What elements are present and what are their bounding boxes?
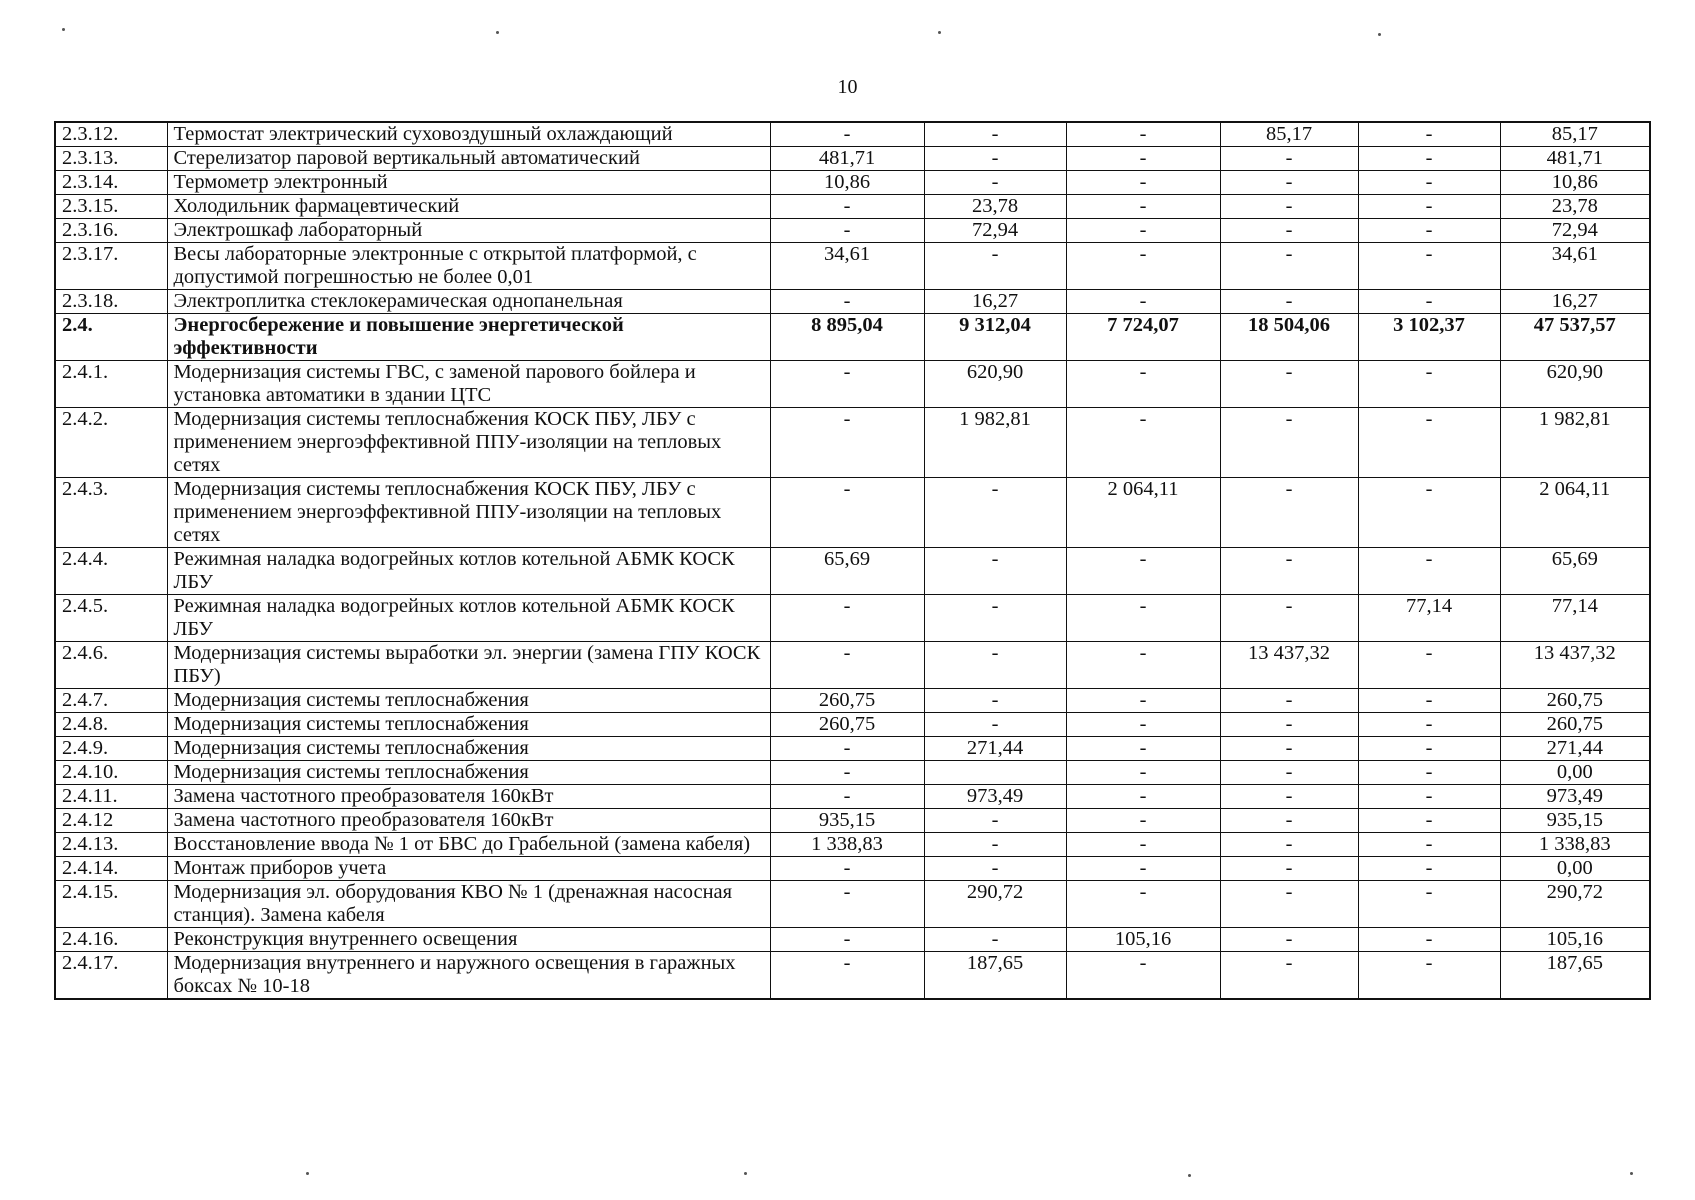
- cell-value-5: -: [1358, 361, 1500, 408]
- scan-dot: [306, 1172, 309, 1175]
- cell-value-4: 85,17: [1220, 122, 1358, 147]
- cell-value-1: -: [770, 122, 924, 147]
- cell-value-5: -: [1358, 952, 1500, 1000]
- cell-value-5: -: [1358, 689, 1500, 713]
- table-row: [55, 928, 1650, 952]
- cell-value-1: 10,86: [770, 171, 924, 195]
- cell-code: 2.4.8.: [55, 713, 167, 737]
- cell-code: 2.4.5.: [55, 595, 167, 642]
- cell-name: Термометр электронный: [167, 171, 770, 195]
- table-row: [55, 857, 1650, 881]
- cell-value-3: -: [1066, 147, 1220, 171]
- cell-value-3: 105,16: [1066, 928, 1220, 952]
- cell-total: 10,86: [1500, 171, 1650, 195]
- cell-total: 187,65: [1500, 952, 1650, 1000]
- cell-code: 2.3.13.: [55, 147, 167, 171]
- cell-value-1: -: [770, 881, 924, 928]
- scan-dot: [1188, 1174, 1191, 1177]
- cell-name: Режимная наладка водогрейных котлов котельной АБМК КОСК ЛБУ: [167, 595, 770, 642]
- scan-dot: [1378, 33, 1381, 36]
- cell-value-4: -: [1220, 952, 1358, 1000]
- cell-total: 65,69: [1500, 548, 1650, 595]
- cell-name: Электроплитка стеклокерамическая однопанельная: [167, 290, 770, 314]
- cell-value-5: -: [1358, 195, 1500, 219]
- cell-total: 72,94: [1500, 219, 1650, 243]
- cell-value-2: -: [924, 928, 1066, 952]
- budget-table: [54, 121, 1651, 1000]
- cell-total: 271,44: [1500, 737, 1650, 761]
- cell-value-1: -: [770, 761, 924, 785]
- cell-total: 260,75: [1500, 713, 1650, 737]
- cell-name: Модернизация системы теплоснабжения: [167, 737, 770, 761]
- table-row: [55, 219, 1650, 243]
- cell-name: Модернизация системы теплоснабжения: [167, 713, 770, 737]
- cell-value-2: -: [924, 595, 1066, 642]
- cell-value-4: -: [1220, 171, 1358, 195]
- cell-value-1: 260,75: [770, 713, 924, 737]
- cell-value-4: 13 437,32: [1220, 642, 1358, 689]
- cell-value-1: -: [770, 857, 924, 881]
- cell-value-2: -: [924, 857, 1066, 881]
- cell-value-2: -: [924, 147, 1066, 171]
- cell-value-2: -: [924, 243, 1066, 290]
- cell-value-1: 260,75: [770, 689, 924, 713]
- cell-name: Модернизация системы теплоснабжения КОСК ПБУ, ЛБУ с применением энергоэффективной ППУ-изоляции на тепловых сетях: [167, 478, 770, 548]
- table-row: [55, 408, 1650, 478]
- cell-value-3: -: [1066, 290, 1220, 314]
- cell-code: 2.4.1.: [55, 361, 167, 408]
- cell-value-2: 72,94: [924, 219, 1066, 243]
- table-row: [55, 122, 1650, 147]
- cell-value-1: 935,15: [770, 809, 924, 833]
- scan-dot: [938, 31, 941, 34]
- cell-value-3: -: [1066, 219, 1220, 243]
- cell-value-5: -: [1358, 761, 1500, 785]
- cell-total: 77,14: [1500, 595, 1650, 642]
- cell-value-1: -: [770, 219, 924, 243]
- cell-value-1: 34,61: [770, 243, 924, 290]
- cell-value-1: -: [770, 928, 924, 952]
- cell-total: 0,00: [1500, 857, 1650, 881]
- cell-name: Замена частотного преобразователя 160кВт: [167, 809, 770, 833]
- cell-code: 2.4.17.: [55, 952, 167, 1000]
- cell-name: Весы лабораторные электронные с открытой платформой, с допустимой погрешностью не более 0,01: [167, 243, 770, 290]
- cell-name: Монтаж приборов учета: [167, 857, 770, 881]
- table-row: [55, 642, 1650, 689]
- cell-total: 16,27: [1500, 290, 1650, 314]
- table-row: [55, 548, 1650, 595]
- cell-value-1: -: [770, 361, 924, 408]
- table-row: [55, 361, 1650, 408]
- page-number: 10: [837, 76, 858, 98]
- cell-value-3: -: [1066, 833, 1220, 857]
- cell-total: 23,78: [1500, 195, 1650, 219]
- cell-value-2: 9 312,04: [924, 314, 1066, 361]
- cell-value-3: -: [1066, 881, 1220, 928]
- cell-value-4: -: [1220, 595, 1358, 642]
- cell-value-5: -: [1358, 881, 1500, 928]
- cell-value-1: -: [770, 737, 924, 761]
- cell-total: 260,75: [1500, 689, 1650, 713]
- cell-value-2: 620,90: [924, 361, 1066, 408]
- cell-value-4: -: [1220, 928, 1358, 952]
- cell-value-2: -: [924, 171, 1066, 195]
- cell-value-2: -: [924, 689, 1066, 713]
- cell-value-5: -: [1358, 737, 1500, 761]
- cell-value-1: 1 338,83: [770, 833, 924, 857]
- table-row: [55, 290, 1650, 314]
- cell-value-3: -: [1066, 952, 1220, 1000]
- cell-value-3: -: [1066, 761, 1220, 785]
- cell-value-5: -: [1358, 833, 1500, 857]
- table-row: [55, 243, 1650, 290]
- cell-value-4: -: [1220, 881, 1358, 928]
- table-row: [55, 737, 1650, 761]
- cell-value-5: -: [1358, 928, 1500, 952]
- cell-value-2: 973,49: [924, 785, 1066, 809]
- cell-value-3: -: [1066, 408, 1220, 478]
- cell-value-3: -: [1066, 689, 1220, 713]
- cell-value-4: -: [1220, 361, 1358, 408]
- cell-total: 105,16: [1500, 928, 1650, 952]
- cell-value-2: 16,27: [924, 290, 1066, 314]
- cell-value-5: -: [1358, 548, 1500, 595]
- cell-name: Модернизация системы ГВС, с заменой парового бойлера и установка автоматики в здании ЦТС: [167, 361, 770, 408]
- table-body: [55, 122, 1650, 999]
- cell-value-1: 481,71: [770, 147, 924, 171]
- cell-value-2: 290,72: [924, 881, 1066, 928]
- cell-value-1: 8 895,04: [770, 314, 924, 361]
- table-row: [55, 833, 1650, 857]
- cell-value-5: 77,14: [1358, 595, 1500, 642]
- cell-value-3: -: [1066, 737, 1220, 761]
- cell-total: 973,49: [1500, 785, 1650, 809]
- cell-name: Замена частотного преобразователя 160кВт: [167, 785, 770, 809]
- cell-value-1: -: [770, 642, 924, 689]
- cell-code: 2.4.3.: [55, 478, 167, 548]
- cell-total: 290,72: [1500, 881, 1650, 928]
- cell-value-4: -: [1220, 713, 1358, 737]
- cell-code: 2.4.: [55, 314, 167, 361]
- cell-total: 85,17: [1500, 122, 1650, 147]
- cell-name: Модернизация эл. оборудования КВО № 1 (дренажная насосная станция). Замена кабеля: [167, 881, 770, 928]
- cell-code: 2.4.10.: [55, 761, 167, 785]
- cell-name: Модернизация системы выработки эл. энергии (замена ГПУ КОСК ПБУ): [167, 642, 770, 689]
- cell-value-4: -: [1220, 761, 1358, 785]
- cell-value-1: -: [770, 290, 924, 314]
- cell-value-3: -: [1066, 713, 1220, 737]
- cell-value-4: -: [1220, 737, 1358, 761]
- cell-code: 2.3.14.: [55, 171, 167, 195]
- cell-code: 2.3.16.: [55, 219, 167, 243]
- cell-value-2: -: [924, 642, 1066, 689]
- cell-value-2: -: [924, 122, 1066, 147]
- cell-value-4: -: [1220, 408, 1358, 478]
- cell-value-5: -: [1358, 785, 1500, 809]
- cell-value-5: -: [1358, 642, 1500, 689]
- cell-value-4: -: [1220, 809, 1358, 833]
- cell-value-4: -: [1220, 548, 1358, 595]
- cell-value-1: -: [770, 595, 924, 642]
- cell-name: Модернизация системы теплоснабжения КОСК ПБУ, ЛБУ с применением энергоэффективной ППУ-изоляции на тепловых сетях: [167, 408, 770, 478]
- cell-value-4: 18 504,06: [1220, 314, 1358, 361]
- cell-code: 2.4.14.: [55, 857, 167, 881]
- scan-dot: [1630, 1172, 1633, 1175]
- cell-value-3: -: [1066, 548, 1220, 595]
- cell-value-5: -: [1358, 243, 1500, 290]
- table-row: [55, 171, 1650, 195]
- cell-name: Холодильник фармацевтический: [167, 195, 770, 219]
- cell-total: 1 982,81: [1500, 408, 1650, 478]
- cell-name: Восстановление ввода № 1 от БВС до Грабельной (замена кабеля): [167, 833, 770, 857]
- table-row: [55, 595, 1650, 642]
- cell-name: Электрошкаф лабораторный: [167, 219, 770, 243]
- cell-value-5: -: [1358, 171, 1500, 195]
- cell-value-2: -: [924, 478, 1066, 548]
- cell-value-4: -: [1220, 689, 1358, 713]
- cell-value-5: -: [1358, 147, 1500, 171]
- cell-value-4: -: [1220, 785, 1358, 809]
- cell-value-4: -: [1220, 147, 1358, 171]
- cell-code: 2.4.13.: [55, 833, 167, 857]
- cell-value-3: -: [1066, 243, 1220, 290]
- cell-value-3: -: [1066, 857, 1220, 881]
- cell-value-2: 1 982,81: [924, 408, 1066, 478]
- cell-value-1: -: [770, 478, 924, 548]
- cell-code: 2.4.16.: [55, 928, 167, 952]
- cell-value-2: -: [924, 548, 1066, 595]
- cell-value-3: -: [1066, 785, 1220, 809]
- cell-value-5: -: [1358, 478, 1500, 548]
- cell-value-5: -: [1358, 122, 1500, 147]
- cell-value-5: -: [1358, 809, 1500, 833]
- cell-total: 1 338,83: [1500, 833, 1650, 857]
- cell-total: 935,15: [1500, 809, 1650, 833]
- cell-value-3: -: [1066, 809, 1220, 833]
- cell-value-4: -: [1220, 243, 1358, 290]
- cell-value-3: -: [1066, 122, 1220, 147]
- cell-total: 47 537,57: [1500, 314, 1650, 361]
- table-row: [55, 761, 1650, 785]
- scan-dot: [496, 31, 499, 34]
- cell-value-3: -: [1066, 642, 1220, 689]
- cell-total: 34,61: [1500, 243, 1650, 290]
- table-row: [55, 689, 1650, 713]
- cell-name: Термостат электрический суховоздушный охлаждающий: [167, 122, 770, 147]
- table-row: [55, 314, 1650, 361]
- table-row: [55, 713, 1650, 737]
- cell-value-3: 2 064,11: [1066, 478, 1220, 548]
- cell-name: Стерелизатор паровой вертикальный автоматический: [167, 147, 770, 171]
- cell-code: 2.4.9.: [55, 737, 167, 761]
- cell-total: 481,71: [1500, 147, 1650, 171]
- table-row: [55, 809, 1650, 833]
- cell-value-5: -: [1358, 290, 1500, 314]
- cell-value-1: -: [770, 952, 924, 1000]
- cell-code: 2.4.2.: [55, 408, 167, 478]
- cell-value-5: -: [1358, 408, 1500, 478]
- cell-value-2: 187,65: [924, 952, 1066, 1000]
- cell-total: 0,00: [1500, 761, 1650, 785]
- cell-value-1: -: [770, 195, 924, 219]
- cell-value-3: -: [1066, 595, 1220, 642]
- table-row: [55, 195, 1650, 219]
- cell-value-3: -: [1066, 195, 1220, 219]
- cell-code: 2.4.6.: [55, 642, 167, 689]
- cell-value-3: -: [1066, 171, 1220, 195]
- cell-name: Модернизация системы теплоснабжения: [167, 761, 770, 785]
- cell-value-2: -: [924, 713, 1066, 737]
- cell-total: 2 064,11: [1500, 478, 1650, 548]
- cell-total: 620,90: [1500, 361, 1650, 408]
- cell-value-1: -: [770, 785, 924, 809]
- cell-value-2: [924, 761, 1066, 785]
- cell-value-4: -: [1220, 219, 1358, 243]
- table-row: [55, 478, 1650, 548]
- table-row: [55, 785, 1650, 809]
- cell-value-2: 271,44: [924, 737, 1066, 761]
- cell-code: 2.3.17.: [55, 243, 167, 290]
- cell-name: Модернизация внутреннего и наружного освещения в гаражных боксах № 10-18: [167, 952, 770, 1000]
- cell-code: 2.4.7.: [55, 689, 167, 713]
- cell-value-2: 23,78: [924, 195, 1066, 219]
- cell-code: 2.4.4.: [55, 548, 167, 595]
- cell-value-4: -: [1220, 478, 1358, 548]
- cell-code: 2.4.12: [55, 809, 167, 833]
- scan-dot: [62, 28, 65, 31]
- cell-value-5: 3 102,37: [1358, 314, 1500, 361]
- cell-name: Энергосбережение и повышение энергетической эффективности: [167, 314, 770, 361]
- cell-code: 2.4.15.: [55, 881, 167, 928]
- cell-name: Модернизация системы теплоснабжения: [167, 689, 770, 713]
- cell-code: 2.3.15.: [55, 195, 167, 219]
- cell-value-2: -: [924, 809, 1066, 833]
- cell-code: 2.4.11.: [55, 785, 167, 809]
- cell-total: 13 437,32: [1500, 642, 1650, 689]
- scan-dot: [744, 1172, 747, 1175]
- cell-name: Реконструкция внутреннего освещения: [167, 928, 770, 952]
- cell-value-5: -: [1358, 857, 1500, 881]
- cell-value-3: 7 724,07: [1066, 314, 1220, 361]
- cell-value-1: -: [770, 408, 924, 478]
- cell-name: Режимная наладка водогрейных котлов котельной АБМК КОСК ЛБУ: [167, 548, 770, 595]
- table-row: [55, 147, 1650, 171]
- cell-value-4: -: [1220, 833, 1358, 857]
- cell-value-4: -: [1220, 195, 1358, 219]
- cell-value-4: -: [1220, 290, 1358, 314]
- cell-value-5: -: [1358, 219, 1500, 243]
- cell-value-3: -: [1066, 361, 1220, 408]
- cell-value-5: -: [1358, 713, 1500, 737]
- cell-code: 2.3.18.: [55, 290, 167, 314]
- cell-value-1: 65,69: [770, 548, 924, 595]
- table-row: [55, 881, 1650, 928]
- table-row: [55, 952, 1650, 1000]
- cell-code: 2.3.12.: [55, 122, 167, 147]
- cell-value-4: -: [1220, 857, 1358, 881]
- cell-value-2: -: [924, 833, 1066, 857]
